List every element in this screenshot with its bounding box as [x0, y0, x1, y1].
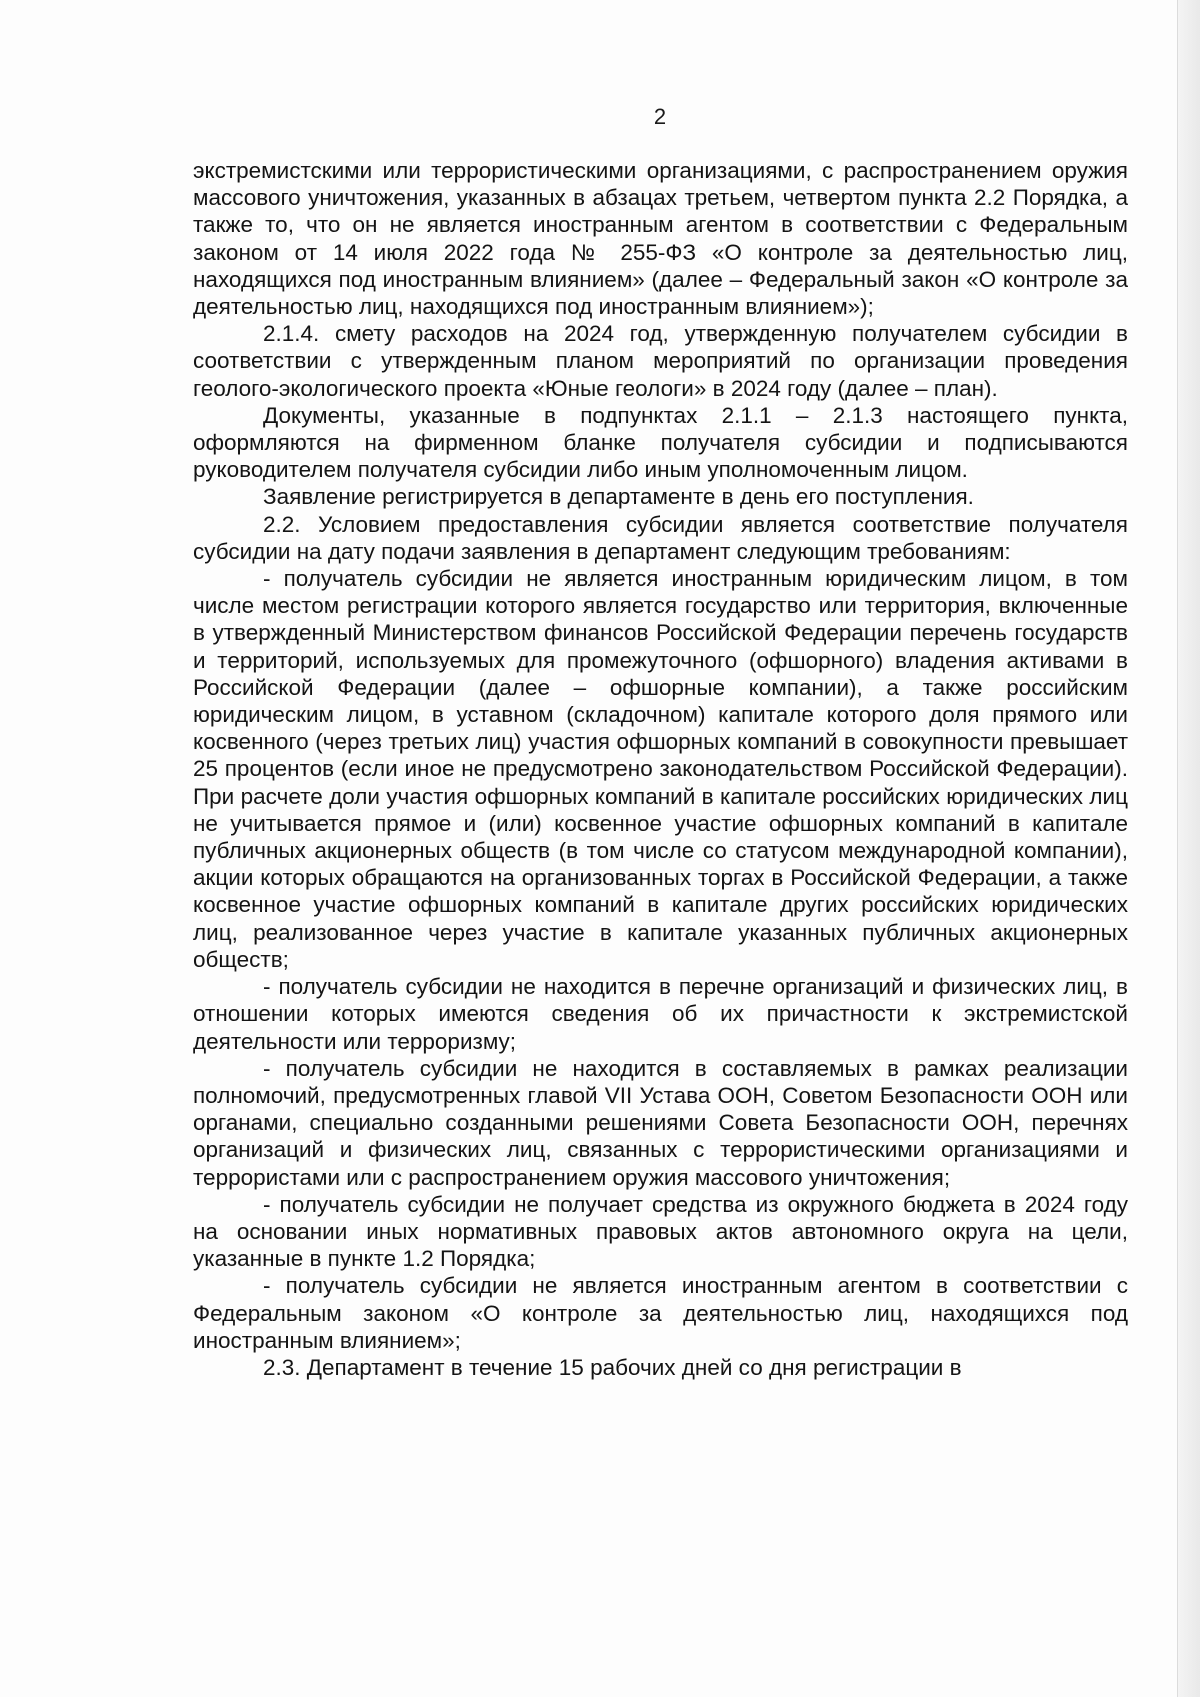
paragraph-documents-formatting: Документы, указанные в подпунктах 2.1.1 – 2.1.3 настоящего пункта, оформляются на фирменном бланке получателя субсидии и подписываются руководителем получателя субсидии либо иным уполномоченным лицом. [193, 402, 1128, 483]
paragraph-2-2: 2.2. Условием предоставления субсидии является соответствие получателя субсидии на дату подачи заявления в департамент следующим требованиям: [193, 511, 1128, 564]
document-body [193, 157, 1128, 1381]
requirement-un-lists: - получатель субсидии не находится в составляемых в рамках реализации полномочий, предусмотренных главой VII Устава ООН, Советом Безопасности ООН или органами, специально созданными решениями Совета Безопасности ООН, перечнях организаций и физических лиц, связанных с террористическими организациями и террористами или с распространением оружия массового уничтожения; [193, 1055, 1128, 1190]
page-edge-shadow [1177, 0, 1200, 1697]
requirement-not-foreign-agent: - получатель субсидии не является иностранным агентом в соответствии с Федеральным законом «О контроле за деятельностью лиц, находящихся под иностранным влиянием»; [193, 1273, 1128, 1353]
paragraph-registration: Заявление регистрируется в департаменте в день его поступления. [263, 484, 974, 510]
paragraph-2-3: 2.3. Департамент в течение 15 рабочих дней со дня регистрации в [263, 1354, 962, 1380]
requirement-no-other-funding: - получатель субсидии не получает средства из окружного бюджета в 2024 году на основании иных нормативных правовых актов автономного округа на цели, указанные в пункте 1.2 Порядка; [193, 1191, 1128, 1272]
requirement-extremism-list: - получатель субсидии не находится в перечне организаций и физических лиц, в отношении которых имеются сведения об их причастности к экстремистской деятельности или терроризму; [193, 974, 1128, 1054]
page-number: 2 [653, 104, 667, 129]
paragraph-continuation: экстремистскими или террористическими организациями, с распространением оружия массового уничтожения, указанных в абзацах третьем, четвертом пункта 2.2 Порядка, а также то, что он не является иностранным агентом в соответствии с Федеральным законом от 14 июля 2022 года № 255-ФЗ «О контроле за деятельностью лиц, находящихся под иностранным влиянием» (далее – Федеральный закон «О контроле за деятельностью лиц, находящихся под иностранным влиянием»); [193, 158, 1128, 320]
paragraph-2-1-4: 2.1.4. смету расходов на 2024 год, утвержденную получателем субсидии в соответствии с утвержденным планом мероприятий по организации проведения геолого-экологического проекта «Юные геологи» в 2024 году (далее – план). [193, 321, 1128, 401]
requirement-offshore: - получатель субсидии не является иностранным юридическим лицом, в том числе местом регистрации которого является государство или территория, включенные в утвержденный Министерством финансов Российской Федерации перечень государств и территорий, используемых для промежуточного (офшорного) владения активами в Российской Федерации (далее – офшорные компании), а также российским юридическим лицом, в уставном (складочном) капитале которого доля прямого или косвенного (через третьих лиц) участия офшорных компаний в совокупности превышает 25 процентов (если иное не предусмотрено законодательством Российской Федерации). При расчете доли участия офшорных компаний в капитале российских юридических лиц не учитывается прямое и (или) косвенное участие офшорных компаний в капитале публичных акционерных обществ (в том числе со статусом международной компании), акции которых обращаются на организованных торгах в Российской Федерации, а также косвенное участие офшорных компаний в капитале других российских юридических лиц, реализованное через участие в капитале указанных публичных акционерных обществ; [193, 566, 1128, 972]
